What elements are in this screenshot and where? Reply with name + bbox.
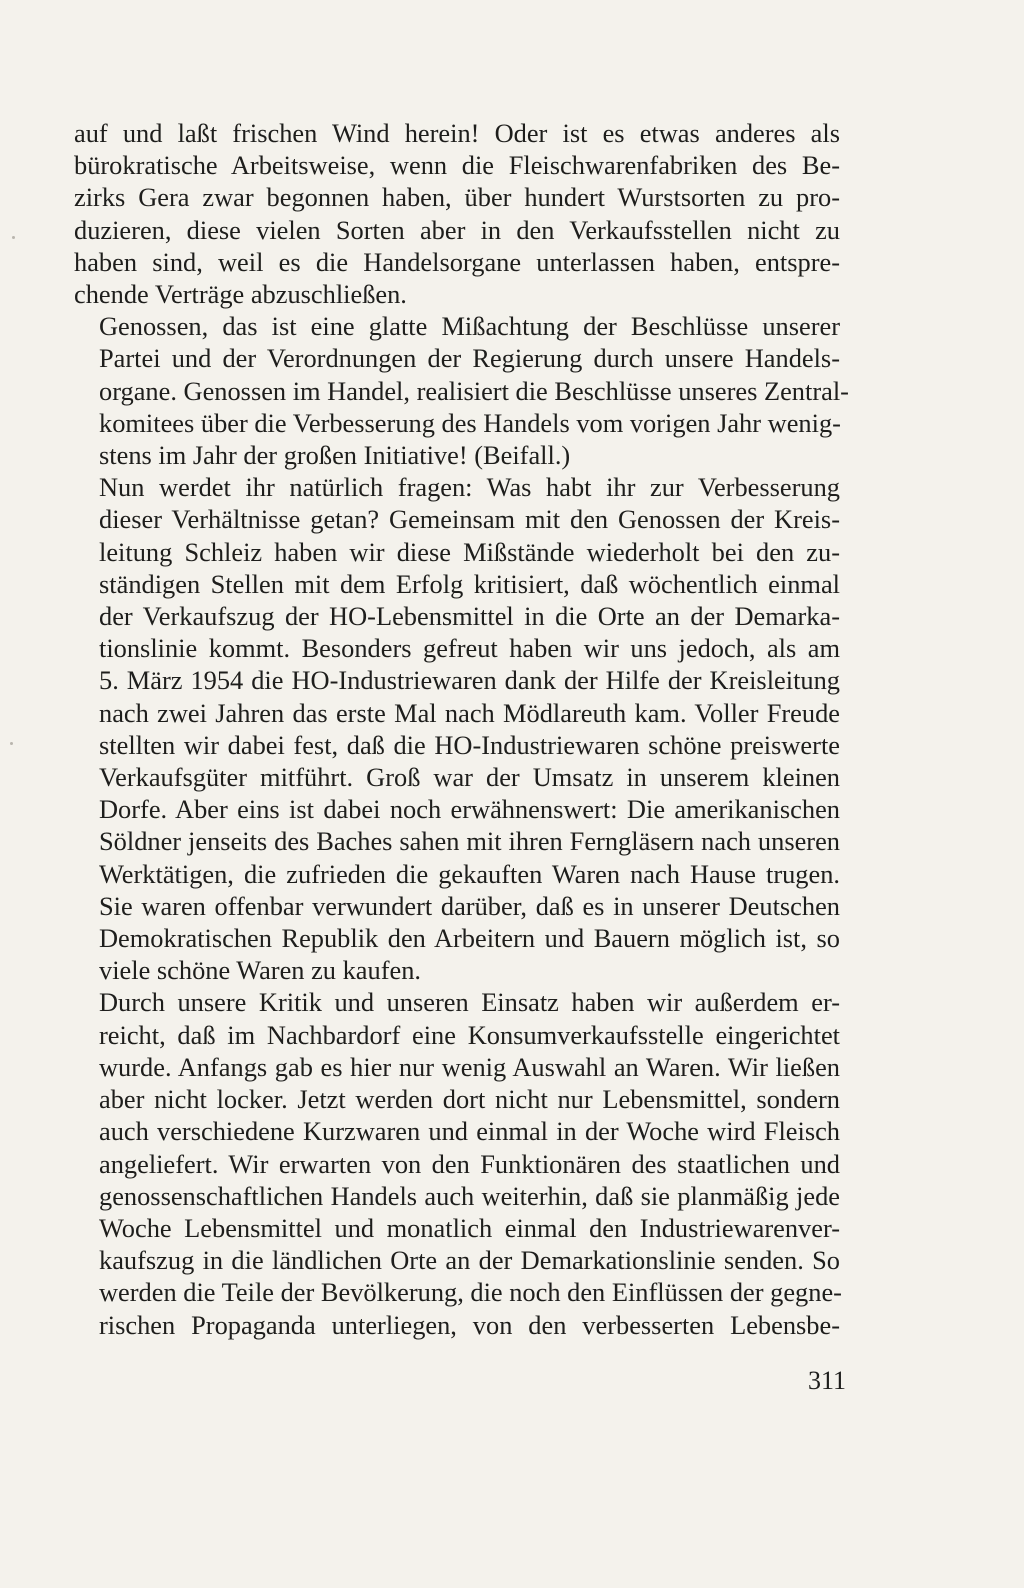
text-line: Partei und der Verordnungen der Regierung durch unsere Handels-	[99, 343, 840, 374]
text-line: auf und laßt frischen Wind herein! Oder ist es etwas anderes als	[74, 118, 840, 148]
page-number: 311	[807, 1366, 846, 1395]
text-line: stens im Jahr der großen Initiative! (Beifall.)	[99, 440, 571, 471]
text-line: stellten wir dabei fest, daß die HO-Industriewaren schöne preiswerte	[99, 729, 840, 760]
text-line: tionslinie kommt. Besonders gefreut haben wir uns jedoch, als am	[99, 633, 840, 664]
text-line: komitees über die Verbesserung des Handels vom vorigen Jahr wenig-	[99, 407, 841, 438]
text-line: Nun werdet ihr natürlich fragen: Was habt ihr zur Verbesserung	[99, 472, 840, 503]
text-line: Durch unsere Kritik und unseren Einsatz haben wir außerdem er-	[99, 987, 840, 1018]
text-line: Werktätigen, die zufrieden die gekauften Waren nach Hause trugen.	[99, 858, 840, 889]
body-text	[74, 117, 849, 1341]
text-line: chende Verträge abzuschließen.	[74, 279, 407, 310]
text-line: nach zwei Jahren das erste Mal nach Mödlareuth kam. Voller Freude	[99, 697, 840, 728]
text-line: Genossen, das ist eine glatte Mißachtung der Beschlüsse unserer	[99, 311, 840, 342]
text-line: Söldner jenseits des Baches sahen mit ihren Ferngläsern nach unseren	[99, 826, 840, 857]
text-line: duzieren, diese vielen Sorten aber in den Verkaufsstellen nicht zu	[74, 214, 840, 245]
paragraph-3	[74, 471, 840, 986]
paper-speck	[12, 236, 15, 239]
text-line: haben sind, weil es die Handelsorgane unterlassen haben, entspre-	[74, 246, 840, 277]
text-line: organe. Genossen im Handel, realisiert die Beschlüsse unseres Zentral-	[99, 375, 849, 406]
text-line: Verkaufsgüter mitführt. Groß war der Umsatz in unserem kleinen	[99, 762, 840, 793]
text-line: dieser Verhältnisse getan? Gemeinsam mit den Genossen der Kreis-	[99, 504, 840, 535]
text-line: 5. März 1954 die HO-Industriewaren dank der Hilfe der Kreisleitung	[99, 665, 840, 696]
text-line: auch verschiedene Kurzwaren und einmal in der Woche wird Fleisch	[99, 1116, 840, 1147]
text-line: ständigen Stellen mit dem Erfolg kritisiert, daß wöchentlich einmal	[99, 568, 840, 599]
paper-speck	[10, 742, 13, 745]
text-line: Dorfe. Aber eins ist dabei noch erwähnenswert: Die amerikanischen	[99, 794, 840, 825]
text-line: reicht, daß im Nachbardorf eine Konsumverkaufsstelle eingerichtet	[99, 1019, 840, 1050]
text-line: viele schöne Waren zu kaufen.	[99, 955, 421, 986]
text-line: Demokratischen Republik den Arbeitern und Bauern möglich ist, so	[99, 923, 840, 954]
text-line: kaufszug in die ländlichen Orte an der Demarkationslinie senden. So	[99, 1245, 840, 1276]
text-line: aber nicht locker. Jetzt werden dort nicht nur Lebensmittel, sondern	[99, 1084, 840, 1115]
text-line: der Verkaufszug der HO-Lebensmittel in die Orte an der Demarka-	[99, 601, 840, 632]
paragraph-1	[74, 117, 840, 310]
text-line: wurde. Anfangs gab es hier nur wenig Auswahl an Waren. Wir ließen	[99, 1051, 840, 1082]
text-line: rischen Propaganda unterliegen, von den verbesserten Lebensbe-	[99, 1309, 840, 1340]
text-line: zirks Gera zwar begonnen haben, über hundert Wurstsorten zu pro-	[74, 182, 840, 213]
text-line: leitung Schleiz haben wir diese Mißstände wiederholt bei den zu-	[99, 536, 840, 567]
text-line: Sie waren offenbar verwundert darüber, daß es in unserer Deutschen	[99, 890, 840, 921]
text-line: Woche Lebensmittel und monatlich einmal den Industriewarenver-	[99, 1212, 840, 1243]
text-line: genossenschaftlichen Handels auch weiterhin, daß sie planmäßig jede	[99, 1180, 840, 1211]
paragraph-2	[74, 310, 849, 471]
text-line: angeliefert. Wir erwarten von den Funktionären des staatlichen und	[99, 1148, 840, 1179]
text-line: werden die Teile der Bevölkerung, die noch den Einflüssen der gegne-	[99, 1277, 842, 1308]
paragraph-4	[74, 986, 840, 1340]
text-line: bürokratische Arbeitsweise, wenn die Fleischwarenfabriken des Be-	[74, 150, 840, 181]
